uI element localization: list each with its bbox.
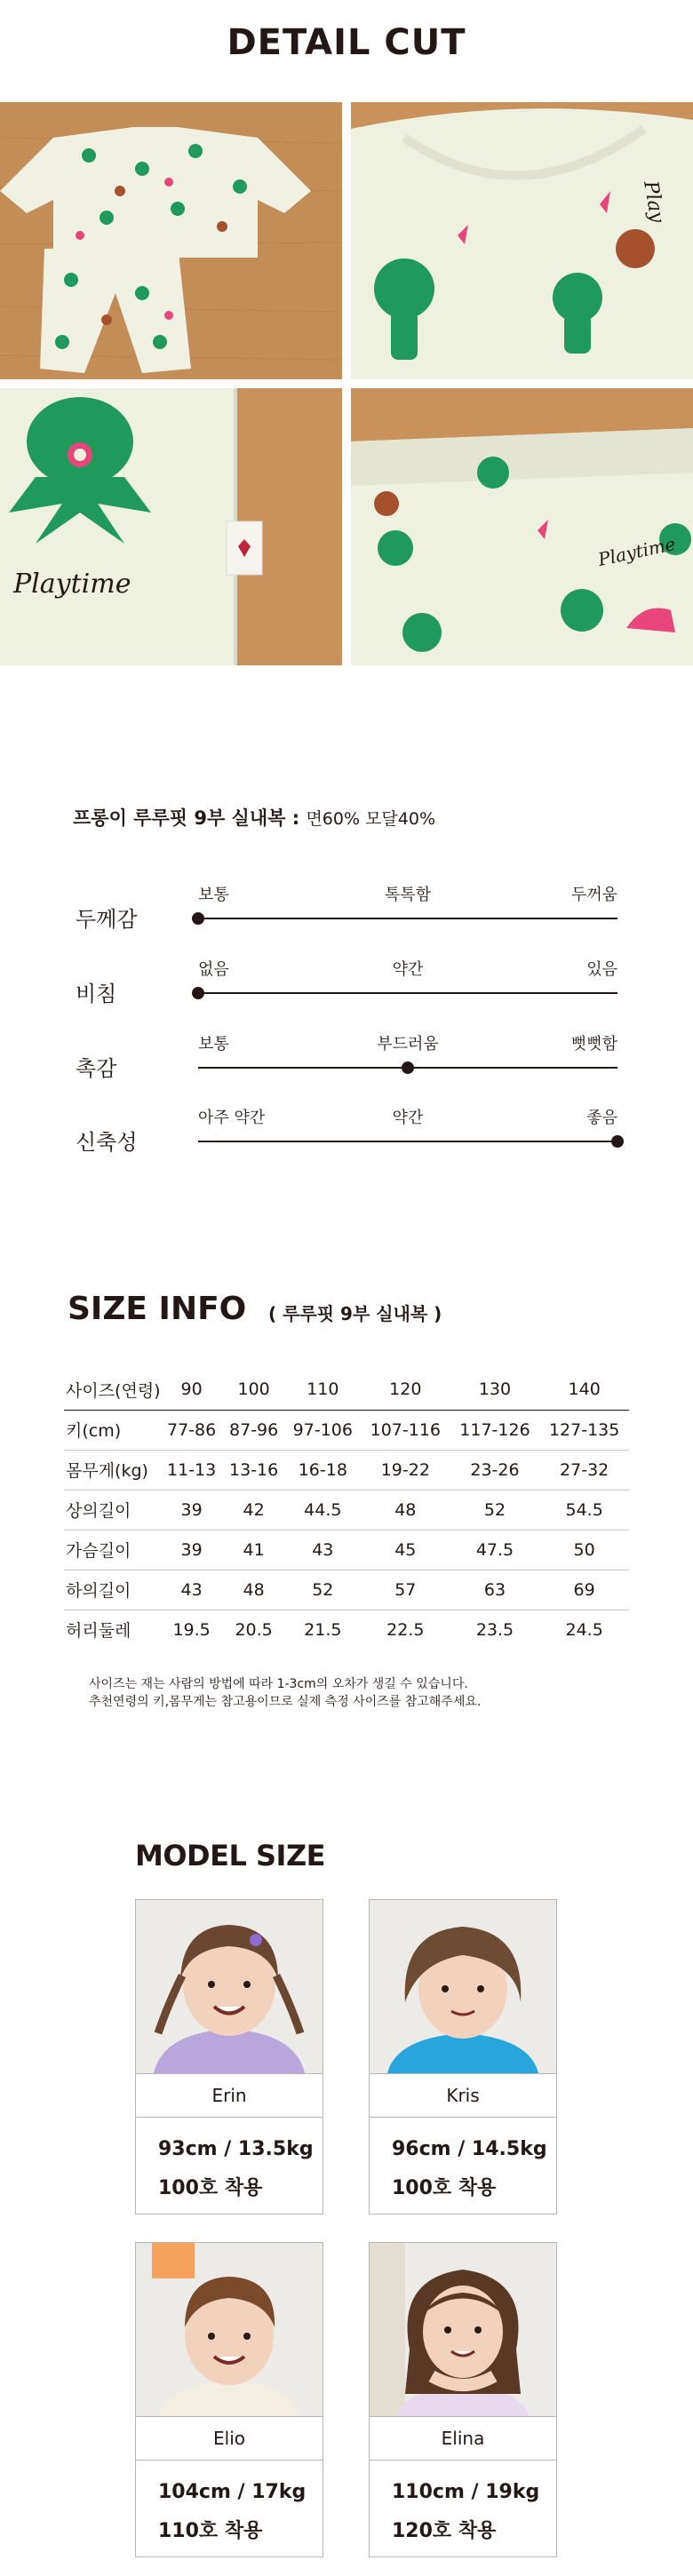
model-body-stats: 104cm / 17kg	[158, 2481, 307, 2503]
model-photo	[370, 1900, 556, 2073]
size-info-subtitle: ( 루루핏 9부 실내복 )	[268, 1303, 442, 1324]
model-name: Kris	[370, 2073, 556, 2118]
model-worn-size: 100호 착용	[392, 2177, 497, 2199]
table-cell: 16-18	[298, 1459, 347, 1480]
detail-photo-print	[0, 388, 342, 665]
model-photo	[136, 1900, 323, 2073]
model-photo	[370, 2243, 556, 2416]
scale-label: 촉감	[76, 1056, 117, 1081]
scale-stretch	[76, 1098, 617, 1160]
size-info-title: SIZE INFO	[68, 1291, 247, 1327]
table-cell: 69	[573, 1579, 595, 1600]
table-cell: 11-13	[167, 1459, 217, 1480]
scale-tick: 보통	[198, 1035, 229, 1053]
scale-indicator	[611, 1135, 624, 1148]
scale-tick: 톡톡함	[384, 886, 432, 904]
table-cell: 21.5	[304, 1619, 342, 1640]
table-row	[64, 1410, 629, 1450]
row-label: 허리둘레	[66, 1621, 131, 1642]
table-cell: 107-116	[370, 1419, 441, 1440]
detail-photo-neckline	[351, 102, 693, 379]
scale-line	[198, 1141, 617, 1142]
model-size-title: MODEL SIZE	[135, 1839, 326, 1872]
table-header-cell: 사이즈(연령)	[66, 1380, 161, 1401]
model-worn-size: 100호 착용	[158, 2177, 263, 2199]
table-cell: 47.5	[475, 1539, 514, 1560]
model-body-stats: 110cm / 19kg	[392, 2481, 540, 2503]
size-table	[64, 1370, 629, 1650]
scale-tick: 없음	[198, 960, 229, 979]
size-note: 추천연령의 키,몸무게는 참고용이므로 실제 측정 사이즈를 참고해주세요.	[89, 1695, 482, 1709]
size-note: 사이즈는 재는 사람의 방법에 따라 1-3cm의 오차가 생길 수 있습니다.	[89, 1677, 468, 1691]
composition-value: 면60% 모달40%	[306, 809, 436, 829]
table-cell: 48	[243, 1579, 265, 1600]
product-name: 프롱이 루루핏 9부 실내복 :	[73, 807, 300, 829]
scale-tick: 뻣뻣함	[570, 1035, 617, 1053]
scale-thickness	[76, 875, 617, 937]
table-header-cell: 120	[389, 1379, 422, 1400]
table-cell: 19.5	[172, 1619, 211, 1640]
detail-photo-waistband	[351, 388, 693, 665]
table-cell: 39	[180, 1499, 203, 1520]
scale-sheerness	[76, 950, 617, 1012]
scale-tick: 두꺼움	[570, 886, 617, 904]
table-cell: 19-22	[380, 1459, 430, 1480]
model-name: Elio	[136, 2416, 323, 2461]
row-label: 가슴길이	[66, 1541, 131, 1561]
model-worn-size: 110호 착용	[158, 2520, 263, 2542]
model-name: Erin	[136, 2073, 323, 2118]
table-cell: 13-16	[229, 1459, 279, 1480]
table-cell: 77-86	[167, 1419, 217, 1440]
scale-indicator	[402, 1061, 414, 1074]
table-header-row	[64, 1370, 629, 1410]
table-cell: 63	[483, 1579, 506, 1600]
scale-tick: 약간	[392, 960, 424, 979]
table-cell: 57	[394, 1579, 417, 1600]
table-cell: 41	[243, 1539, 265, 1560]
table-header-cell: 140	[568, 1379, 601, 1400]
table-cell: 52	[483, 1499, 506, 1520]
table-row	[64, 1490, 629, 1530]
table-cell: 24.5	[565, 1619, 603, 1640]
fabric-composition	[73, 804, 435, 831]
table-row	[64, 1450, 629, 1490]
table-cell: 39	[180, 1539, 203, 1560]
table-row	[64, 1610, 629, 1650]
table-cell: 117-126	[459, 1419, 530, 1440]
row-label: 하의길이	[66, 1581, 131, 1601]
print-text-partial: Play	[639, 179, 668, 225]
scale-indicator	[192, 987, 204, 999]
scale-tick: 부드러움	[377, 1035, 439, 1053]
table-cell: 52	[312, 1579, 334, 1600]
scale-tick: 있음	[586, 960, 617, 979]
print-text-rotated: Playtime	[596, 533, 678, 570]
scale-tick: 보통	[198, 886, 229, 904]
row-label: 몸무게(kg)	[66, 1461, 148, 1481]
model-worn-size: 120호 착용	[392, 2520, 497, 2542]
model-card	[369, 1899, 557, 2214]
model-name: Elina	[370, 2416, 556, 2461]
scale-label: 두께감	[76, 907, 138, 932]
table-cell: 23-26	[470, 1459, 520, 1480]
table-cell: 50	[573, 1539, 595, 1560]
table-cell: 97-106	[292, 1419, 353, 1440]
table-header-cell: 130	[478, 1379, 512, 1400]
table-header-cell: 100	[237, 1379, 270, 1400]
table-cell: 23.5	[475, 1619, 514, 1640]
model-photo	[136, 2243, 323, 2416]
scale-line	[198, 992, 617, 994]
model-body-stats: 93cm / 13.5kg	[158, 2138, 314, 2160]
print-text: Playtime	[13, 568, 131, 600]
table-cell: 42	[243, 1499, 265, 1520]
model-card	[135, 1899, 323, 2214]
scale-label: 신축성	[76, 1130, 138, 1155]
table-row	[64, 1570, 629, 1610]
table-row	[64, 1530, 629, 1570]
detail-photo-flatlay	[0, 102, 342, 379]
table-cell: 22.5	[386, 1619, 425, 1640]
table-cell: 48	[394, 1499, 417, 1520]
scale-label: 비침	[76, 982, 117, 1006]
table-cell: 27-32	[560, 1459, 609, 1480]
scale-tick: 아주 약간	[198, 1109, 266, 1127]
scale-line	[198, 918, 617, 919]
table-cell: 54.5	[565, 1499, 603, 1520]
model-card	[135, 2242, 323, 2557]
table-header-cell: 90	[180, 1379, 203, 1400]
table-cell: 43	[312, 1539, 334, 1560]
table-cell: 44.5	[304, 1499, 342, 1520]
table-cell: 43	[180, 1579, 203, 1600]
scale-tick: 약간	[392, 1109, 424, 1127]
model-card	[369, 2242, 557, 2557]
model-body-stats: 96cm / 14.5kg	[392, 2138, 547, 2160]
table-header-cell: 110	[307, 1379, 339, 1400]
table-cell: 127-135	[548, 1419, 620, 1440]
scale-touch	[76, 1024, 617, 1086]
scale-indicator	[192, 912, 204, 925]
table-cell: 45	[394, 1539, 417, 1560]
scale-tick: 좋음	[586, 1109, 617, 1127]
table-cell: 87-96	[229, 1419, 279, 1440]
table-cell: 20.5	[235, 1619, 273, 1640]
detail-cut-title: DETAIL CUT	[227, 22, 466, 63]
row-label: 키(cm)	[66, 1421, 122, 1441]
row-label: 상의길이	[66, 1501, 131, 1521]
